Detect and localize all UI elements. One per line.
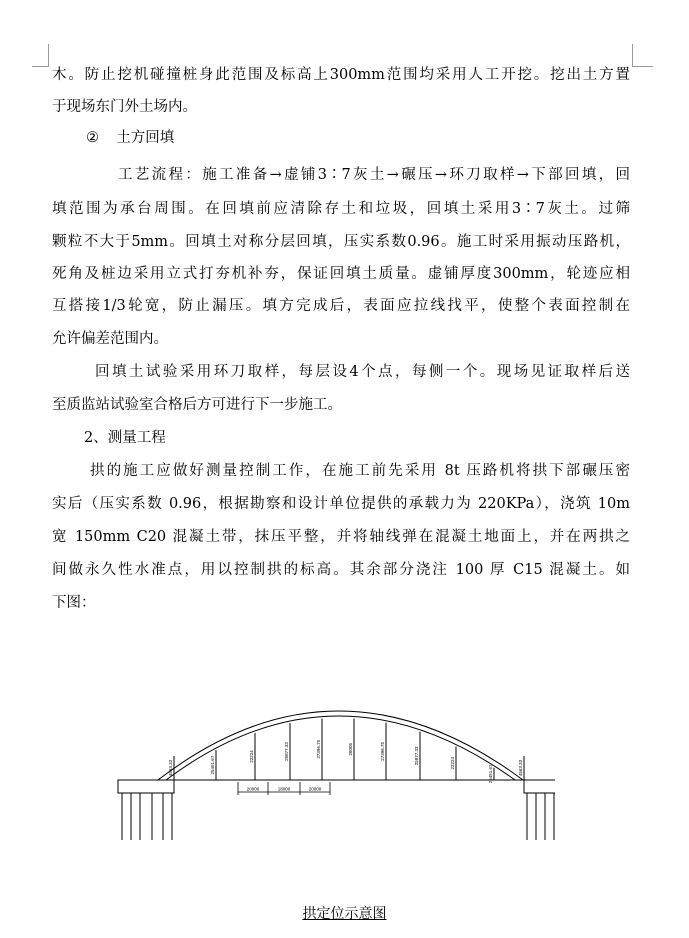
paragraph-line: 实后（压实系数 0.96，根据勘察和设计单位提供的承载力为 220KPa），浇筑 10m	[52, 496, 630, 512]
circled-number-marker: ②	[86, 130, 99, 146]
arch-ordinate-label: 22224	[450, 756, 455, 770]
paragraph-line: 下图：	[52, 595, 96, 611]
dimension-label: 20000	[246, 786, 260, 792]
paragraph-line: 互搭接1/3轮宽，防止漏压。填方完成后，表面应拉线找平，使整个表面控制在	[52, 298, 630, 314]
paragraph-line: 间做永久性水准点，用以控制拱的标高。其余部分浇注 100 厚 C15 混凝土。如	[52, 562, 630, 578]
arch-positioning-diagram	[110, 670, 555, 845]
dimension-label: 20000	[308, 786, 322, 792]
arch-ordinate-label: 28005	[348, 742, 353, 756]
paragraph-line: 木。防止挖机碰撞桩身此范围及标高上300mm范围均采用人工开挖。挖出土方置	[52, 67, 630, 83]
arch-ordinate-label: 4563.33	[168, 759, 173, 777]
right-abutment	[524, 780, 555, 840]
paragraph-line: 死角及桩边采用立式打夯机补夯，保证回填土质量。虚铺厚度300mm，轮迹应相	[52, 266, 630, 282]
left-abutment	[118, 780, 174, 840]
arch-inner	[166, 716, 515, 780]
arch-ordinate-label: 25877.33	[414, 746, 419, 766]
arch-ordinate-label: 25877.33	[284, 742, 289, 761]
section-heading-backfill	[86, 128, 174, 148]
arch-ordinate-label: 27396.75	[316, 739, 321, 759]
section-heading-survey: 2、测量工程	[84, 430, 166, 446]
dimension-label: 18000	[277, 786, 291, 792]
paragraph-line: 颗粒不大于5mm。回填土对称分层回填，压实系数0.96。施工时采用振动压路机，	[52, 234, 630, 250]
arch-ordinate-label: 25451.67	[210, 755, 215, 775]
paragraph-line: 允许偏差范围内。	[52, 331, 168, 347]
paragraph-line: 于现场东门外土场内。	[52, 99, 197, 115]
arch-ordinate-label: 25451.67	[488, 764, 493, 784]
paragraph-line: 拱的施工应做好测量控制工作，在施工前先采用 8t 压路机将拱下部碾压密	[90, 463, 630, 479]
arch-ordinate-label: 27396.75	[380, 741, 385, 761]
paragraph-line: 填范围为承台周围。在回填前应清除存土和垃圾，回填土采用3∶7灰土。过筛	[52, 201, 630, 217]
paragraph-line: 至质监站试验室合格后方可进行下一步施工。	[52, 397, 342, 413]
paragraph-line: 工艺流程：施工准备→虚铺3∶7灰土→碾压→环刀取样→下部回填，回	[118, 167, 630, 183]
page-corner-mark-top-right	[632, 44, 653, 67]
heading-text: 土方回填	[116, 130, 175, 146]
page-corner-mark-top-left	[32, 44, 49, 67]
paragraph-line: 宽 150mm C20 混凝土带，抹压平整，并将轴线弹在混凝土地面上，并在两拱之	[52, 529, 630, 545]
figure-caption: 拱定位示意图	[302, 906, 387, 922]
paragraph-line: 回填土试验采用环刀取样，每层设4个点，每侧一个。现场见证取样后送	[95, 364, 630, 380]
arch-ordinate-label: 4563.33	[518, 759, 523, 777]
arch-ordinate-label: 22224	[249, 750, 254, 763]
